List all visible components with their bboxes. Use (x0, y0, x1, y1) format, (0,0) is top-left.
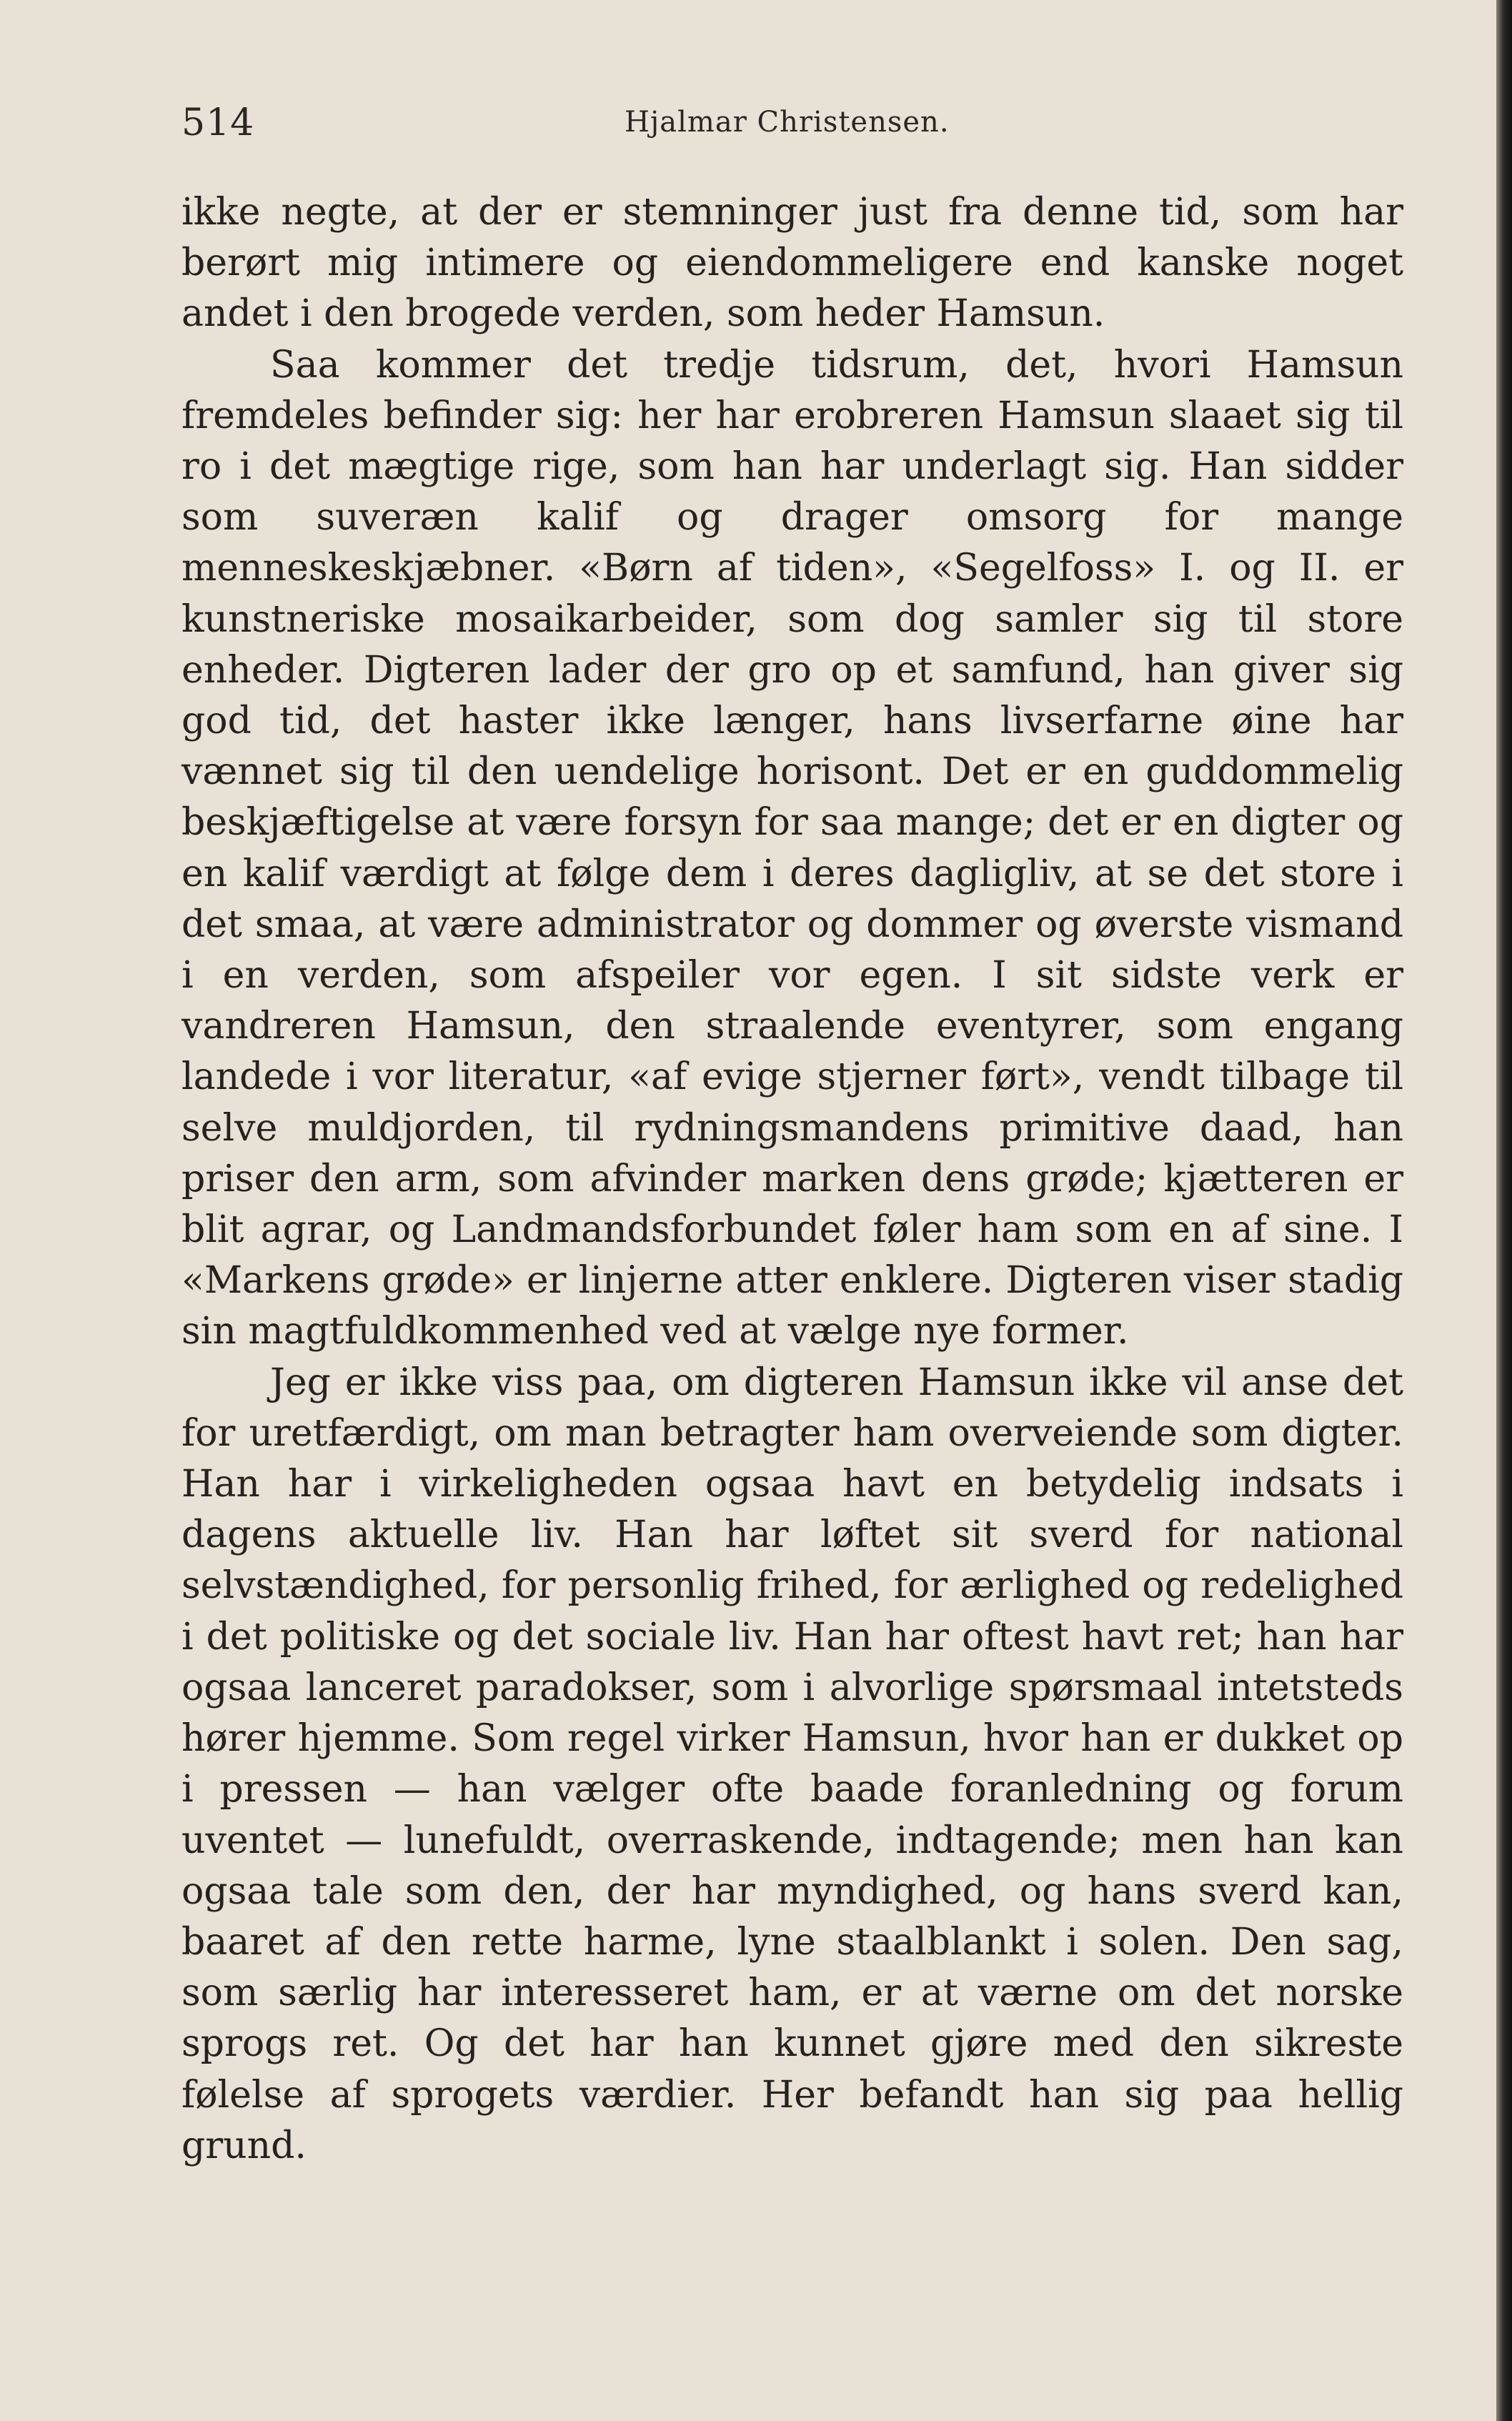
page-number: 514 (181, 101, 255, 144)
running-head (181, 101, 1411, 159)
running-title: Hjalmar Christensen. (625, 106, 950, 139)
paragraph-continued: ikke negte, at der er stemninger just fra denne tid, som har berørt mig intimere og eiendommeligere end kanske noget andet i den brogede verden, som heder Hamsun. (181, 191, 1403, 336)
paragraph: Jeg er ikke viss paa, om digteren Hamsun ikke vil anse det for uretfærdigt, om man betragter ham overveiende som digter. Han har i virkeligheden ogsaa havt en betydelig indsats i dagens aktuelle liv. Han har løftet sit sverd for national selvstændighed, for personlig frihed, for ærlighed og redelighed i det politiske og det sociale liv. Han har oftest havt ret; han har ogsaa lanceret paradokser, som i alvorlige spørsmaal intetsteds hører hjemme. Som regel virker Hamsun, hvor han er dukket op i pressen — han vælger ofte baade foranledning og forum uventet — lunefuldt, overraskende, indtagende; men han kan ogsaa tale som den, der har myndighed, og hans sverd kan, baaret af den rette harme, lyne staalblankt i solen. Den sag, som særlig har interesseret ham, er at værne om det norske sprogs ret. Og det har han kunnet gjøre med den sikreste følelse af sprogets værdier. Her befandt han sig paa hellig grund. (181, 1361, 1403, 2167)
paragraph: Saa kommer det tredje tidsrum, det, hvori Hamsun fremdeles befinder sig: her har erobreren Hamsun slaaet sig til ro i det mægtige rige, som han har underlagt sig. Han sidder som suveræn kalif og drager omsorg for mange menneskeskjæbner. «Børn af tiden», «Segelfoss» I. og II. er kunstneriske mosaikarbeider, som dog samler sig til store enheder. Digteren lader der gro op et samfund, han giver sig god tid, det haster ikke længer, hans livserfarne øine har vænnet sig til den uendelige horisont. Det er en guddommelig beskjæftigelse at være forsyn for saa mange; det er en digter og en kalif værdigt at følge dem i deres dagligliv, at se det store i det smaa, at være administrator og dommer og øverste vismand i en verden, som afspeiler vor egen. I sit sidste verk er vandreren Hamsun, den straalende eventyrer, som engang landede i vor literatur, «af evige stjerner ført», vendt tilbage til selve muldjorden, til rydningsmandens primitive daad, han priser den arm, som afvinder marken dens grøde; kjætteren er blit agrar, og Landmandsforbundet føler ham som en af sine. I «Markens grøde» er linjerne atter enklere. Digteren viser stadig sin magtfuldkommenhed ved at vælge nye former. (181, 343, 1403, 1353)
text-body (181, 187, 1403, 2172)
page-edge-shadow (1496, 0, 1512, 2421)
